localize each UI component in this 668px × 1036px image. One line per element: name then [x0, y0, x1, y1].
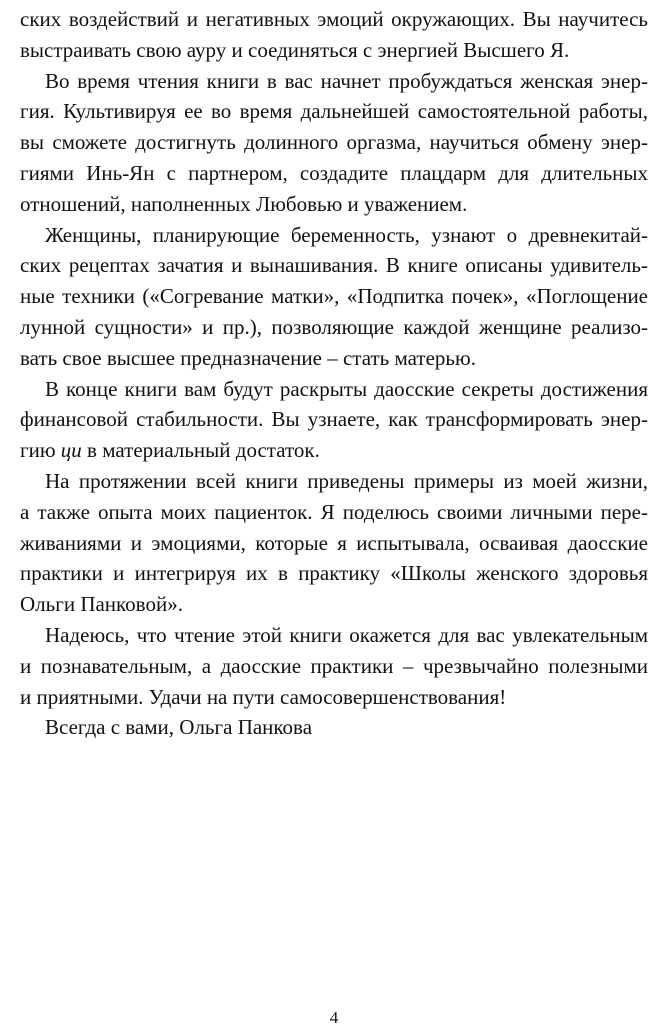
- text-line: практики и интегрируя их в практику «Школы женского здоровья: [20, 561, 648, 586]
- paragraph: [20, 4, 648, 66]
- paragraph: [20, 466, 648, 620]
- page-number: 4: [329, 1008, 339, 1027]
- text-line: ских воздействий и негативных эмоций окружающих. Вы научитесь: [20, 7, 648, 31]
- paragraph: [20, 620, 648, 712]
- text-line: выстраивать свою ауру и соединяться с энергией Высшего Я.: [20, 37, 570, 62]
- text-line: ских рецептах зачатия и вынашивания. В книге описаны удивитель-: [20, 253, 648, 278]
- paragraph: [20, 220, 648, 374]
- text-line: вы сможете достигнуть долинного оргазма, научиться обмену энер-: [20, 130, 648, 155]
- text-line: Надеюсь, что чтение этой книги окажется для вас увлекательным: [45, 622, 648, 647]
- text-line: В конце книги вам будут раскрыты даосские секреты достижения: [45, 376, 648, 401]
- text-line: и приятными. Удачи на пути самосовершенствования!: [20, 684, 507, 709]
- text-line: а также опыта моих пациенток. Я поделюсь своими личными пере-: [20, 499, 648, 524]
- text-line: живаниями и эмоциями, которые я испытывала, осваивая даосские: [20, 530, 648, 555]
- signature-paragraph: [20, 712, 648, 743]
- text-line: гиями Инь-Ян с партнером, создадите плацдарм для длительных: [20, 160, 648, 185]
- page-body: [20, 4, 648, 743]
- text-line: отношений, наполненных Любовью и уважением.: [20, 191, 468, 216]
- text-line: лунной сущности» и пр.), позволяющие каждой женщине реализо-: [20, 314, 648, 339]
- text-line: и познавательным, а даосские практики – чрезвычайно полезными: [20, 653, 648, 678]
- text-line: [20, 435, 648, 466]
- text-line: финансовой стабильности. Вы узнаете, как трансформировать энер-: [20, 407, 648, 432]
- text-line: На протяжении всей книги приведены примеры из моей жизни,: [45, 468, 648, 493]
- paragraph: [20, 66, 648, 220]
- text-line: Ольги Панковой».: [20, 592, 183, 617]
- signature-line: Всегда с вами, Ольга Панкова: [45, 715, 313, 740]
- paragraph: [20, 374, 648, 466]
- text-line: Женщины, планирующие беременность, узнают о древнекитай-: [45, 222, 648, 247]
- text-segment: в материальный достаток.: [81, 438, 320, 463]
- text-line: ные техники («Согревание матки», «Подпитка почек», «Поглощение: [20, 284, 648, 309]
- text-line: гия. Культивируя ее во время дальнейшей самостоятельной работы,: [20, 99, 648, 124]
- text-segment: гию: [20, 438, 61, 463]
- text-line: Во время чтения книги в вас начнет пробуждаться женская энер-: [45, 68, 648, 93]
- text-line: вать свое высшее предназначение – стать матерью.: [20, 345, 476, 370]
- italic-term: ци: [60, 438, 82, 463]
